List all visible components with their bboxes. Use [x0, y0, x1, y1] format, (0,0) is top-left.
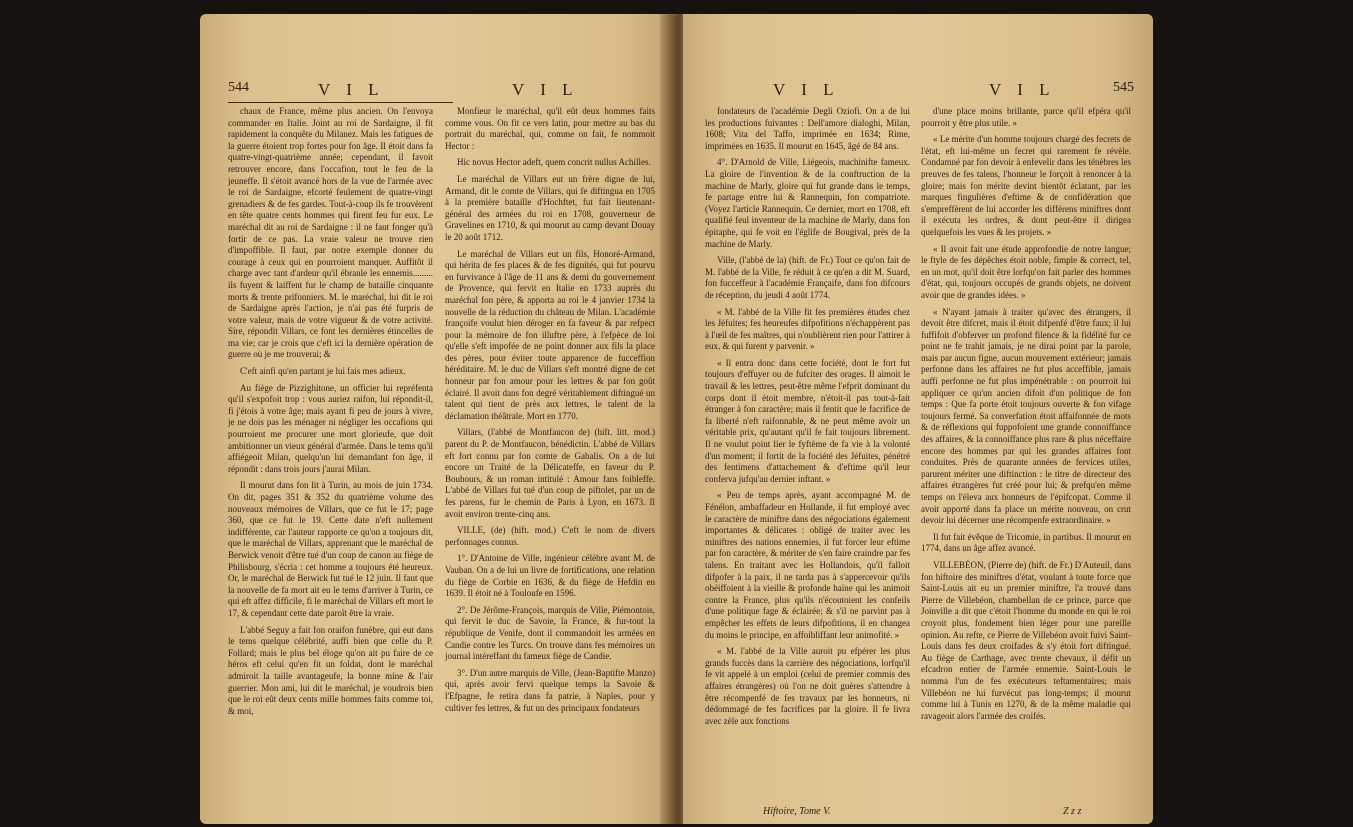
paragraph: VILLEBÉON, (Pierre de) (hift. de Fr.) D'Auteuil, dans fon hiftoire des miniftres d'état, voulant à toute force que Saint-Louis ait eu un premier miniftre, l'a trouvé dans Pierre de Villebéon, chambellan de ce prince, parce que Joinville a dit que c'étoit l'homme du monde en qui le roi croyoit plus, fondement bien léger pour une pareille opinion. Au refte, ce Pierre de Villebéon avoit fuivi Saint-Louis dans fes deux croifades & s'y étoit fort diftingué. Au fiège de Carthage, avec trente chevaux, il défit un efcadron entier de l'armée ennemie. Saint-Louis le nomma l'un de fes exécuteurs teftamentaires; mais Villebéon ne lui furvécut pas long-temps; il mourut comme lui à Tunis en 1270, & de la même maladie qui ravageoit alors l'armée des croifés. [921, 559, 1131, 721]
footer-volume: Hiftoire, Tome V. [763, 806, 831, 817]
paragraph: L'abbé Seguy a fait fon oraifon funèbre, qui eut dans le tems quelque célébrité, auffi bien que celle du P. Follard; mais le plus bel éloge qu'on ait pu faire de ce héros eft celui qu'en fit un foldat, dont le maréchal admiroit la taille avantageufe, la bonne mine & l'air guerrier. Mon ami, lui dit le maréchal, je voudrois bien que le roi eût deux cents mille hommes faits comme toi, & moi, [228, 624, 433, 716]
left-column-a [228, 106, 433, 722]
paragraph: chaux de France, même plus ancien. On l'envoya commander en Italie. Joint au roi de Sardaigne, il fit rapidement la conquête du Milanez. Mais les fatigues de la guerre étoient trop fortes pour fon âge. Il étoit dans fa quatre-vingt-quatrième année; cependant, il favoit retrouver encore, dans l'occafion, tout le feu de la jeuneffe. Il s'étoit avancé hors de la vue de l'armée avec le roi de Sardaigne, efcorté feulement de quatre-vingt grenadiers & de fes gardes. Tout-à-coup ils fe trouvèrent en tête quatre cents hommes qui firent feu fur eux. Le maréchal dit au roi de Sardaigne : il ne faut fonger qu'à fortir de ce pas. La vraie valeur ne trouve rien d'impoffible. Il faut, par notre exemple donner du courage à ceux qui en pourroient manquer. Auffitôt il charge avec tant d'ardeur qu'il ébranle les ennemis......... ils fuyent & laiffent fur le champ de bataille cinquante morts & trente prifonniers. M. le maréchal, lui dit le roi de Sardaigne après l'action, je n'ai pas été furpris de votre valeur, mais de votre vigueur & de votre activité. Sire, répondit Villars, ce font les dernières étincelles de ma vie; car je crois que c'eft ici la dernière opération de guerre où je me trouverai; & [228, 106, 433, 360]
paragraph: Le maréchal de Villars eut un fils, Honoré-Armand, qui hérita de fes places & de fes dignités, qui fut pourvu en furvivance à l'âge de 11 ans & demi du gouvernement de Provence, qui fervit en Italie en 1733 auprès du maréchal fon père, & apporta au roi le 4 janvier 1734 la nouvelle de la réduction du château de Milan. L'académie françoife voulut bien déroger en fa faveur & par refpect pour la mémoire de fon illuftre père, à l'efpèce de loi qu'elle s'eft impofée de ne point donner aux fils la place des pères, pour éviter toute apparence de fucceffion héréditaire. M. le duc de Villars s'eft montré digne de cet honneur par fon amour pour les lettres & par fon goût éclairé. Il avoit dans fon degré véritablement diftingué un talent qui tient de près aux lettres, le talent de la déclamation théâtrale. Mort en 1770. [445, 248, 655, 421]
paragraph: « Il entra donc dans cette fociété, dont le fort fut toujours d'effuyer ou de fufciter des orages. Il aimoit le travail & les lettres, peut-être même l'efprit dominant du corps dont il étoit membre, n'étoit-il pas tout-à-fait étranger à fon caractère; mais il fentit que le facrifice de fa liberté n'eft raifonnable, & ne peut même avoir un véritable prix, qu'autant qu'il fe fait toujours librement. Il ne voulut point lier le fyftème de fa vie à la volonté d'un moment; il fortit de la fociété des Jéfuites, pénétré des fentimens d'attachement & d'eftime qu'il leur conferva jufqu'au dernier inftant. » [705, 357, 910, 484]
paragraph: « M. l'abbé de la Ville fit fes premières études chez les Jéfuites; fes heureufes difpofitions n'échappèrent pas à l'œil de fes maîtres, qui n'oublièrent rien pour l'attirer à eux, & qui furent y parvenir. » [705, 306, 910, 352]
left-page-number: 544 [228, 80, 249, 95]
paragraph: 1°. D'Antoine de Ville, ingénieur célèbre avant M. de Vauban. On a de lui un livre de fortifications, une relation du fiège de Corbie en 1636, & du fiège de Hefdin en 1639. Il étoit né à Touloufe en 1596. [445, 553, 655, 599]
right-running-head: V I L [773, 80, 840, 99]
paragraph: « Il avoit fait une étude approfondie de notre langue; le ftyle de fes dépêches étoit noble, fimple & correct, tel, en un mot, qu'il doit être lorfqu'on fait parler des hommes d'état, qui, toujours occupés de grands objets, ne doivent avoir que de grandes idées. » [921, 243, 1131, 300]
paragraph: Au fiège de Pizzighitone, un officier lui repréfenta qu'il s'expofoit trop : vous auriez raifon, lui répondit-il, fi j'étois à votre âge; mais ayant fi peu de jours à vivre, je ne dois pas les ménager ni négliger les occafions qui pourroient me procurer une mort glorieufe, que doit ambitionner un vieux général d'armée. Dans le tems qu'il affiégeoit Milan, quelqu'un lui demandant fon âge, il répondit : dans trois jours j'aurai Milan. [228, 382, 433, 474]
right-column-b [921, 106, 1131, 727]
left-running-head: V I L [318, 80, 385, 99]
paragraph: « Le mérite d'un homme toujours chargé des fecrets de l'état, eft lui-même un fecret qui rarement fe révèle. Condamné par fon devoir à enfevelir dans les ténèbres les preuves de fes talens, l'honneur le forçoit à renoncer à la gloire; mais fon mérite devint bientôt éclatant, par les marques fingulières d'eftime & de confidération que s'empreffèrent de lui accorder les différens miniftres dont il exécuta les ordres, & dont peut-être il dirigea quelquefois les vues & les projets. » [921, 134, 1131, 237]
paragraph: 4°. D'Arnold de Ville, Liégeois, machinifte fameux. La gloire de l'invention & de la conftruction de la machine de Marly, gloire qui fut grande dans le temps, fe partage entre lui & Rannequin, fon compatriote. (Voyez l'article Rannequin. Ce dernier, mort en 1708, eft qualifié feul inventeur de la machine de Marly, dans fon épitaphe, qui fe voit en l'églife de Bougival, près de la machine de Marly. [705, 157, 910, 249]
right-column-a [705, 106, 910, 732]
footer-signature: Z z z [1063, 806, 1082, 817]
left-head-rule [228, 102, 453, 103]
paragraph: « N'ayant jamais à traiter qu'avec des étrangers, il devoit être difcret, mais il étoit difpenfé d'être faux; il lui fuffifoit d'obferver un profond filence & la fidélité fur ce point ne fe trahit jamais, je ne dirai point par la parole, mais par aucun figne, aucun mouvement extérieur; jamais perfonne dans les affaires ne fut plus acceffible, jamais auffi perfonne ne fut plus impénétrable : on pourroit lui appliquer ce qu'un ancien difoit d'un politique de fon temps : Que fa porte étoit toujours ouverte & fon vifage toujours fermé. Sa converfation étoit affaifonnée de mots & de réflexions qui fuppofoient une grande connoiffance des affaires, & la connoiffance plus rare & plus néceffaire encore des hommes par qui les grandes affaires font conduites. Près de quarante années de fervices utiles, parurent mériter une diftinction : le titre de directeur des affaires étrangères fut créé pour lui; & prefqu'en même temps on l'éleva aux honneurs de l'épifcopat. Comme il avoit apporté dans fa place un mérite nouveau, on crut devoir lui décerner une récompenfe extraordinaire. » [921, 306, 1131, 526]
paragraph: Il fut fait évêque de Tricomie, in partibus. Il mourut en 1774, dans un âge affez avancé. [921, 531, 1131, 554]
paragraph: Hic novus Hector adeft, quem concrit nullus Achilles. [457, 157, 651, 168]
right-running-head-2: V I L [989, 80, 1056, 99]
paragraph: Le maréchal de Villars eut un frère digne de lui, Armand, dit le comte de Villars, qui fe diftingua en 1705 à la première bataille d'Hochftet, fut fait lieutenant-général des armées du roi en 1708, gouverneur de Gravelines en 1710, & qui mourut au camp devant Douay le 20 août 1712. [445, 173, 655, 242]
left-page [200, 14, 670, 824]
right-page [683, 14, 1153, 824]
paragraph: Il mourut dans fon lit à Turin, au mois de juin 1734. On dit, pages 351 & 352 du quatrième volume des nouveaux mémoires de Villars, que ce fut le 17; page 360, que ce fut le 19. Cette date n'eft nullement indifférente, car l'auteur rapporte ce qu'on a toujours dit, que le maréchal de Villars, apprenant que le maréchal de Berwick venoit d'être tué d'un coup de canon au fiège de Philisbourg, s'écria : cet homme a toujours été heureux. Or, le maréchal de Berwick fut tué le 12 juin. Il faut que la nouvelle de fa mort ait eu le tems d'arriver à Turin, ce qui eft affez difficile, fi le maréchal de Villars eft mort le 17, & cependant cette date paroît être la vraie. [228, 480, 433, 618]
right-page-number: 545 [1113, 80, 1134, 95]
paragraph: 3°. D'un autre marquis de Ville, (Jean-Baptifte Manzo) qui, après avoir fervi quelque temps la Savoie & l'Efpagne, fe retira dans fa patrie, à Naples, pour y cultiver fes lettres, & fut un des principaux fondateurs [445, 667, 655, 713]
paragraph: Ville, (l'abbé de la) (hift. de Fr.) Tout ce qu'on fait de M. l'abbé de la Ville, fe réduit à ce qu'en a dit M. Suard, fon fucceffeur à l'académie Françaife, dans fon difcours de réception, du jeudi 4 août 1774. [705, 255, 910, 300]
paragraph: 2°. De Jérôme-François, marquis de Ville, Piémontois, qui fervit le duc de Savoie, la France, & fur-tout la république de Venife, dont il commandoit les armées en Candie contre les Turcs. On trouve dans fes mémoires un journal intéreffant du fameux fiège de Candie. [445, 604, 655, 662]
paragraph: d'une place moins brillante, parce qu'il efpéra qu'il pourroit y être plus utile. » [921, 106, 1131, 128]
paragraph: fondateurs de l'académie Degli Oziofi. On a de lui les productions fuivantes : Dell'amore dialoghi, Milan, 1608; Vita del Taffo, imprimée en 1634; Rime, imprimées en 1635. Il mourut en 1645, âgé de 84 ans. [705, 106, 910, 151]
paragraph: C'eft ainfi qu'en partant je lui fais mes adieux. [240, 366, 406, 377]
paragraph: « Peu de temps après, ayant accompagné M. de Fénélon, ambaffadeur en Hollande, il fut employé avec le caractère de miniftre dans des négociations également importantes & délicates : obligé de traiter avec les miniftres des nations ennemies, il fut forcer leur eftime par fon caractère, & mériter de s'en faire craindre par fes talens. En traitant avec les Hollandois, qu'il falloit difpofer à la paix, il ne tarda pas à s'appercevoir qu'ils obéiffoient à la vieille & profonde haine qui les animoit contre la France, plus qu'ils n'écoutoient les confeils d'une politique fage & éclairée; & s'il ne parvint pas à empêcher les effets de leurs difpofitions, il en changea du moins le principe, en affoibliffant leur animofité. » [705, 490, 910, 640]
paragraph: « M. l'abbé de la Ville auroit pu efpérer les plus grands fuccès dans la carrière des négociations, lorfqu'il fe vit appelé à un emploi (celui de premier commis des affaires étrangères) où l'on ne doit guères s'attendre à être récompenfé de fes travaux par les honneurs, ni dédommagé de fes facrifices par la gloire. Il fe livra avec zèle aux fonctions [705, 646, 910, 726]
paragraph: VILLE, (de) (hift. mod.) C'eft le nom de divers perfonnages connus. [445, 525, 655, 547]
left-column-b [445, 106, 655, 719]
paragraph: Monfieur le maréchal, qu'il eût deux hommes faits comme vous. On fit ce vers latin, pour mettre au bas du portrait du maréchal, qui, comme on fait, fe nommoit Hector : [445, 106, 655, 151]
left-running-head-2: V I L [512, 80, 579, 99]
paragraph: Villars, (l'abbé de Montfaucon de) (hift. litt. mod.) parent du P. de Montfaucon, bénédictin. L'abbé de Villars eft fort connu par fon comte de Gabalis. On a de lui encore un Traité de la Délicateffe, en faveur du P. Bouhours, & un roman intitulé : Amour fans foibleffe. L'abbé de Villars fut tué d'un coup de piftolet, par un de fes parens, fur le chemin de Paris à Lyon, en 1673. Il avoit environ trente-cinq ans. [445, 427, 655, 519]
